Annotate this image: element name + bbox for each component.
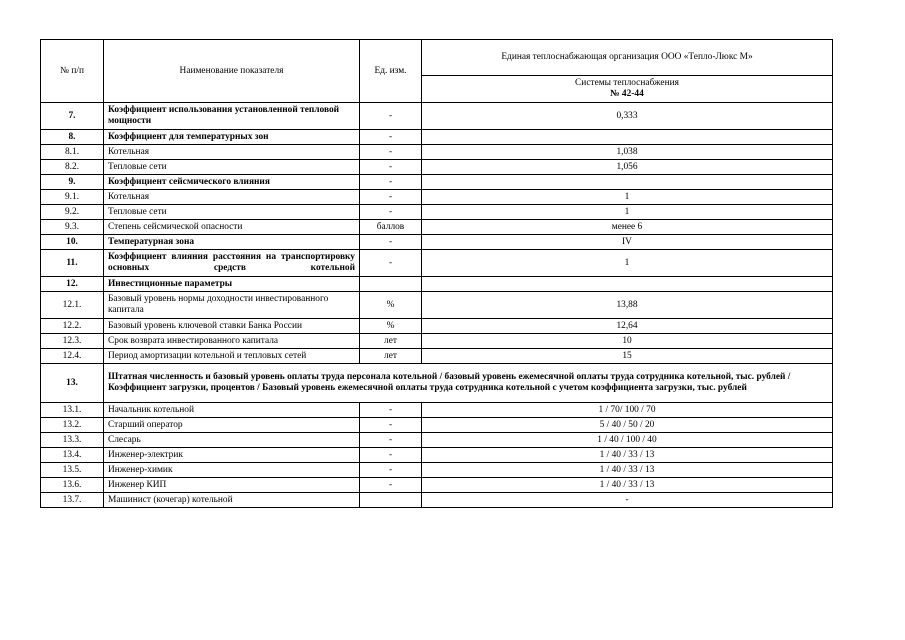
row-num: 12. xyxy=(41,277,104,292)
row-value: 1 / 40 / 33 / 13 xyxy=(422,463,833,478)
row-num: 10. xyxy=(41,235,104,250)
row-unit xyxy=(360,277,422,292)
table-row xyxy=(41,220,833,235)
row-num: 11. xyxy=(41,250,104,277)
table-row xyxy=(41,463,833,478)
row-num: 9.2. xyxy=(41,205,104,220)
row-name: Котельная xyxy=(104,190,360,205)
row-num: 13.5. xyxy=(41,463,104,478)
row-name: Слесарь xyxy=(104,433,360,448)
row-num: 12.1. xyxy=(41,292,104,319)
row-value xyxy=(422,277,833,292)
row-unit: - xyxy=(360,418,422,433)
row-name: Инженер-химик xyxy=(104,463,360,478)
row-value: 12,64 xyxy=(422,319,833,334)
row-value: 5 / 40 / 50 / 20 xyxy=(422,418,833,433)
header-row xyxy=(41,40,833,76)
row-unit: - xyxy=(360,103,422,130)
row-name: Машинист (кочегар) котельной xyxy=(104,493,360,508)
table-row xyxy=(41,349,833,364)
row-name: Начальник котельной xyxy=(104,403,360,418)
header-name: Наименование показателя xyxy=(104,40,360,103)
row-name: Базовый уровень нормы доходности инвестированного капитала xyxy=(104,292,360,319)
row-unit: лет xyxy=(360,334,422,349)
row-num: 13.3. xyxy=(41,433,104,448)
row-value: 15 xyxy=(422,349,833,364)
table-row xyxy=(41,130,833,145)
row-unit: - xyxy=(360,190,422,205)
row-num: 13.7. xyxy=(41,493,104,508)
table-row xyxy=(41,205,833,220)
table-row xyxy=(41,478,833,493)
row-name: Температурная зона xyxy=(104,235,360,250)
row-name: Степень сейсмической опасности xyxy=(104,220,360,235)
row-num: 7. xyxy=(41,103,104,130)
row-unit: лет xyxy=(360,349,422,364)
row-value: 1,056 xyxy=(422,160,833,175)
row-value: 0,333 xyxy=(422,103,833,130)
row-value: 10 xyxy=(422,334,833,349)
row-name: Инженер-электрик xyxy=(104,448,360,463)
row-name: Котельная xyxy=(104,145,360,160)
row-value: менее 6 xyxy=(422,220,833,235)
row-value: 1 / 40 / 33 / 13 xyxy=(422,448,833,463)
header-systems-line2: № 42-44 xyxy=(610,89,644,99)
table-row xyxy=(41,235,833,250)
row-unit: % xyxy=(360,319,422,334)
row-value: 1 xyxy=(422,250,833,277)
row-value xyxy=(422,175,833,190)
row-unit: % xyxy=(360,292,422,319)
row-name: Базовый уровень ключевой ставки Банка России xyxy=(104,319,360,334)
row-unit: - xyxy=(360,160,422,175)
row-num: 12.2. xyxy=(41,319,104,334)
row-num: 8. xyxy=(41,130,104,145)
row-name: Период амортизации котельной и тепловых сетей xyxy=(104,349,360,364)
row-name: Коэффициент использования установленной тепловой мощности xyxy=(104,103,360,130)
table-row xyxy=(41,319,833,334)
table-row xyxy=(41,418,833,433)
row-value: - xyxy=(422,493,833,508)
table-row xyxy=(41,277,833,292)
table-row xyxy=(41,292,833,319)
row-unit: - xyxy=(360,433,422,448)
section-13-row xyxy=(41,364,833,403)
table-row xyxy=(41,448,833,463)
header-systems-line1: Системы теплоснабжения xyxy=(575,78,679,89)
row-value: IV xyxy=(422,235,833,250)
row-name: Тепловые сети xyxy=(104,160,360,175)
table-row xyxy=(41,493,833,508)
row-num: 13.1. xyxy=(41,403,104,418)
row-value: 13,88 xyxy=(422,292,833,319)
row-value: 1 xyxy=(422,205,833,220)
row-unit: - xyxy=(360,463,422,478)
row-num: 13.6. xyxy=(41,478,104,493)
row-value: 1 / 40 / 33 / 13 xyxy=(422,478,833,493)
row-name: Коэффициент для температурных зон xyxy=(104,130,360,145)
table-row xyxy=(41,190,833,205)
row-unit: - xyxy=(360,235,422,250)
section-13-title: Штатная численность и базовый уровень оплаты труда персонала котельной / базовый уровень ежемесячной оплаты труда сотрудника котельной, тыс. рублей / Коэффициент загрузки, процентов / Базовый уровень ежемесячной оплаты труда сотрудника котельной с учетом коэффициента загрузки, тыс. рублей xyxy=(104,364,833,403)
row-num: 9.1. xyxy=(41,190,104,205)
table-row xyxy=(41,433,833,448)
row-num: 13.4. xyxy=(41,448,104,463)
row-num: 9.3. xyxy=(41,220,104,235)
row-value: 1,038 xyxy=(422,145,833,160)
row-num: 12.4. xyxy=(41,349,104,364)
row-unit: - xyxy=(360,250,422,277)
row-value: 1 / 40 / 100 / 40 xyxy=(422,433,833,448)
header-unit: Ед. изм. xyxy=(360,40,422,103)
row-value xyxy=(422,130,833,145)
row-unit: - xyxy=(360,130,422,145)
row-unit xyxy=(360,493,422,508)
table-row xyxy=(41,403,833,418)
table-row xyxy=(41,103,833,130)
row-unit: - xyxy=(360,145,422,160)
row-name: Коэффициент сейсмического влияния xyxy=(104,175,360,190)
row-name: Инвестиционные параметры xyxy=(104,277,360,292)
row-name: Старший оператор xyxy=(104,418,360,433)
header-systems xyxy=(422,76,833,103)
row-unit: - xyxy=(360,403,422,418)
table-row xyxy=(41,175,833,190)
row-unit: - xyxy=(360,478,422,493)
tariff-parameters-document xyxy=(40,39,832,508)
header-num: № п/п xyxy=(41,40,104,103)
row-num: 12.3. xyxy=(41,334,104,349)
table-row xyxy=(41,334,833,349)
row-name: Коэффициент влияния расстояния на транспортировку основных средств котельной xyxy=(104,250,360,277)
table-row xyxy=(41,250,833,277)
row-unit: - xyxy=(360,448,422,463)
table-row xyxy=(41,145,833,160)
row-value: 1 / 70/ 100 / 70 xyxy=(422,403,833,418)
row-num: 9. xyxy=(41,175,104,190)
table-row xyxy=(41,160,833,175)
row-name: Тепловые сети xyxy=(104,205,360,220)
row-name: Срок возврата инвестированного капитала xyxy=(104,334,360,349)
header-organization: Единая теплоснабжающая организация ООО «Тепло-Люкс М» xyxy=(422,40,833,76)
row-name: Инженер КИП xyxy=(104,478,360,493)
row-num: 8.1. xyxy=(41,145,104,160)
row-unit: - xyxy=(360,175,422,190)
row-value: 1 xyxy=(422,190,833,205)
row-unit: - xyxy=(360,205,422,220)
row-num: 13.2. xyxy=(41,418,104,433)
row-unit: баллов xyxy=(360,220,422,235)
row-num: 8.2. xyxy=(41,160,104,175)
row-num: 13. xyxy=(41,364,104,403)
parameters-table xyxy=(40,39,833,508)
